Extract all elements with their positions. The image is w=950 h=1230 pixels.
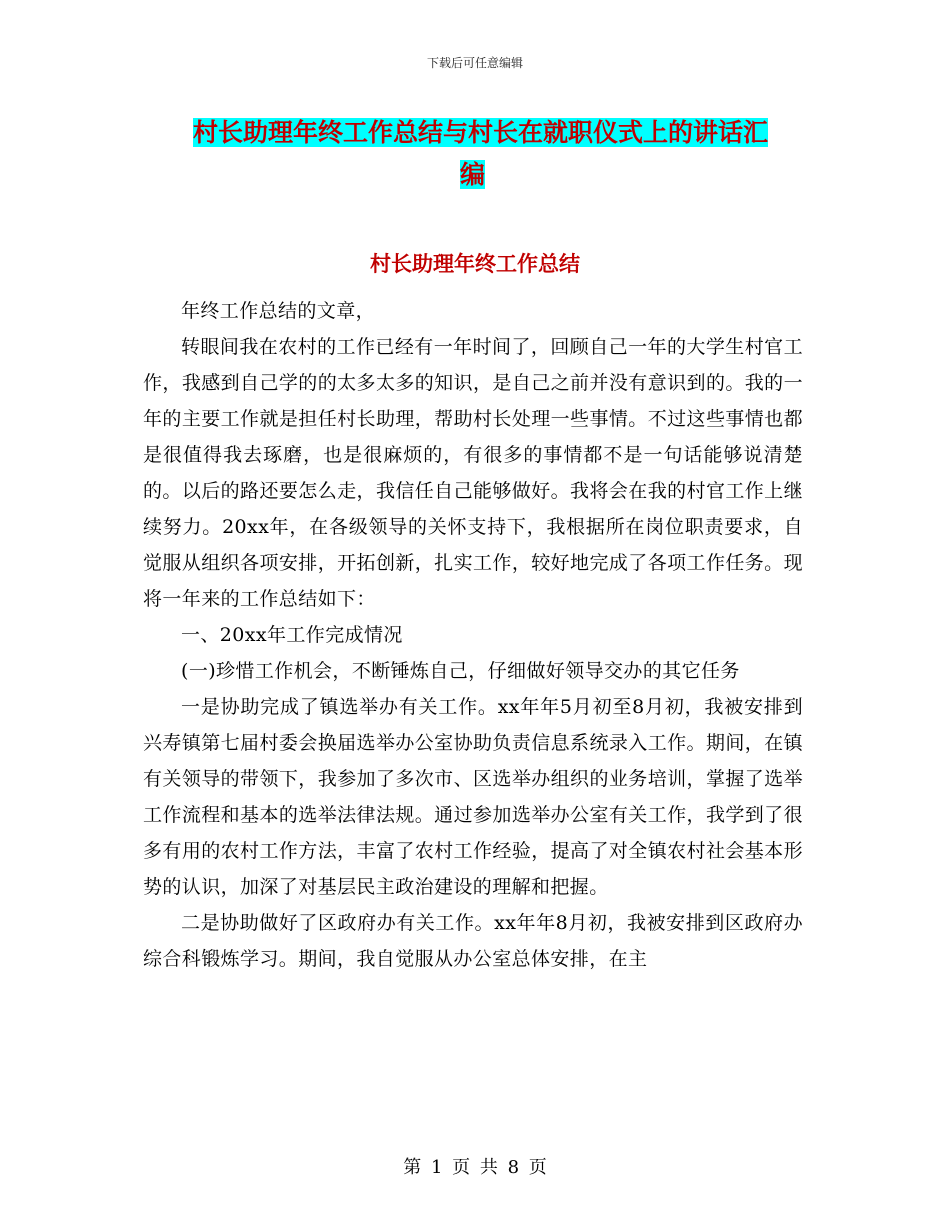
- document-title-line-1: 村长助理年终工作总结与村长在就职仪式上的讲话汇: [193, 118, 769, 147]
- paragraph: 一、20xx年工作完成情况: [181, 624, 403, 646]
- paragraph: 二是协助做好了区政府办有关工作。xx年年8月初，我被安排到区政府办综合科锻炼学习。期间，我自觉服从办公室总体安排，在主: [143, 912, 803, 970]
- section-title: 村长助理年终工作总结: [370, 252, 580, 276]
- paragraph: (一)珍惜工作机会，不断锤炼自己，仔细做好领导交办的其它任务: [181, 660, 740, 682]
- page-number-footer: 第 1 页 共 8 页: [403, 1157, 547, 1178]
- paragraph: 一是协助完成了镇选举办有关工作。xx年年5月初至8月初，我被安排到兴寿镇第七届村委会换届选举办公室协助负责信息系统录入工作。期间，在镇有关领导的带领下，我参加了多次市、区选举办组织的业务培训，掌握了选举工作流程和基本的选举法律法规。通过参加选举办公室有关工作，我学到了很多有用的农村工作方法，丰富了农村工作经验，提高了对全镇农村社会基本形势的认识，加深了对基层民主政治建设的理解和把握。: [143, 696, 803, 898]
- page-header-note: 下载后可任意编辑: [426, 56, 523, 70]
- document-title: [193, 112, 813, 196]
- paragraph: 转眼间我在农村的工作已经有一年时间了，回顾自己一年的大学生村官工作，我感到自己学的的太多太多的知识，是自己之前并没有意识到的。我的一年的主要工作就是担任村长助理，帮助村长处理一些事情。不过这些事情也都是很值得我去琢磨，也是很麻烦的，有很多的事情都不是一句话能够说清楚的。以后的路还要怎么走，我信任自己能够做好。我将会在我的村官工作上继续努力。20xx年，在各级领导的关怀支持下，我根据所在岗位职责要求，自觉服从组织各项安排，开拓创新，扎实工作，较好地完成了各项工作任务。现将一年来的工作总结如下：: [143, 336, 803, 610]
- document-title-line-2: 编: [460, 160, 486, 189]
- paragraph: 年终工作总结的文章，: [181, 300, 376, 322]
- document-body: [143, 293, 803, 977]
